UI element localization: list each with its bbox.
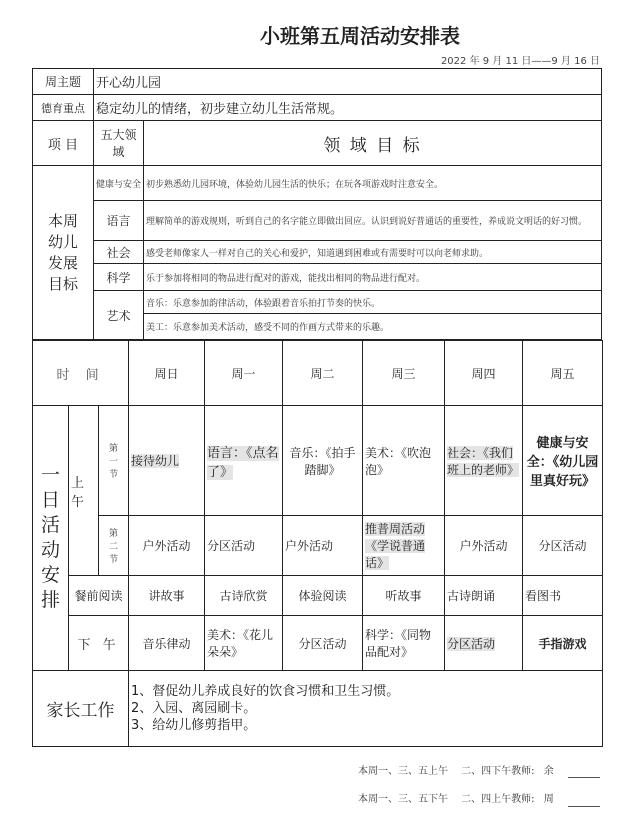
reading-fri: 看图书 xyxy=(523,576,603,616)
p1-wed: 美术：《吹泡泡》 xyxy=(363,406,445,516)
theme-value: 开心幼儿园 xyxy=(94,69,602,95)
item-header: 项 目 xyxy=(33,121,94,166)
parents-item: 1、督促幼儿养成良好的饮食习惯和卫生习惯。 xyxy=(131,684,400,699)
goal-craft: 美工：乐意参加美术活动，感受不同的作画方式带来的乐趣。 xyxy=(144,314,602,340)
goals-header: 领 域 目 标 xyxy=(144,121,602,166)
domain-science: 科学 xyxy=(94,264,144,291)
period1-label: 第一节 xyxy=(99,406,129,516)
p1-tue: 音乐：《拍手踏脚》 xyxy=(283,406,363,516)
goal-science: 乐于参加将相同的物品进行配对的游戏，能找出相同的物品进行配对。 xyxy=(144,264,602,291)
moral-value: 稳定幼儿的情绪，初步建立幼儿生活常规。 xyxy=(94,95,602,121)
domain-art: 艺术 xyxy=(94,291,144,340)
p2-sun: 户外活动 xyxy=(129,516,205,576)
p2-mon: 分区活动 xyxy=(205,516,283,576)
signature-line xyxy=(568,806,600,807)
parents-item: 2、入园、离园刷卡。 xyxy=(131,701,257,716)
time-header: 时 间 xyxy=(33,341,129,406)
p1-mon: 语言：《点名了》 xyxy=(207,445,279,480)
reading-mon: 古诗欣赏 xyxy=(205,576,283,616)
goal-music: 音乐：乐意参加韵律活动，体验跟着音乐拍打节奏的快乐。 xyxy=(144,291,602,314)
reading-sun: 讲故事 xyxy=(129,576,205,616)
p2-tue: 户外活动 xyxy=(283,516,363,576)
goal-health: 初步熟悉幼儿园环境，体验幼儿园生活的快乐；在玩各项游戏时注意安全。 xyxy=(144,166,602,201)
domain-social: 社会 xyxy=(94,241,144,264)
domain-language: 语言 xyxy=(94,201,144,241)
parents-label: 家长工作 xyxy=(33,671,129,747)
moral-label: 德育重点 xyxy=(33,95,94,121)
morning-label: 上午 xyxy=(69,406,99,576)
signature-line xyxy=(568,777,600,778)
p2-wed: 推普周活动《学说普通话》 xyxy=(365,522,426,570)
page-title: 小班第五周活动安排表 xyxy=(260,24,460,48)
reading-thu: 古诗朗诵 xyxy=(445,576,523,616)
teacher2: 周 xyxy=(543,794,554,805)
p2-thu: 户外活动 xyxy=(445,516,523,576)
pm-sun: 音乐律动 xyxy=(129,616,205,671)
day-header: 周五 xyxy=(523,341,603,406)
day-header: 周日 xyxy=(129,341,205,406)
period2-label: 第二节 xyxy=(99,516,129,576)
schedule-table xyxy=(32,340,603,747)
goals-label: 本周幼儿发展目标 xyxy=(33,166,94,340)
day-header: 周三 xyxy=(363,341,445,406)
goals-table xyxy=(32,68,602,340)
pm-fri: 手指游戏 xyxy=(523,616,603,671)
parents-item: 3、给幼儿修剪指甲。 xyxy=(131,718,257,733)
domain-health: 健康与安全 xyxy=(94,166,144,201)
p2-fri: 分区活动 xyxy=(523,516,603,576)
goal-language: 理解简单的游戏规则，听到自己的名字能立即做出回应。认识到说好普通话的重要性，养成说文明话的好习惯。 xyxy=(144,201,602,241)
pm-wed: 科学：《同物品配对》 xyxy=(363,616,445,671)
date-range: 2022 年 9 月 11 日——9 月 16 日 xyxy=(440,56,600,67)
teacher1: 余 xyxy=(543,766,554,777)
day-header: 周一 xyxy=(205,341,283,406)
pm-tue: 分区活动 xyxy=(283,616,363,671)
goal-social: 感受老师像家人一样对自己的关心和爱护，知道遇到困难或有需要时可以向老师求助。 xyxy=(144,241,602,264)
domains-header: 五大领域 xyxy=(94,121,144,166)
afternoon-label: 下 午 xyxy=(69,616,129,671)
theme-label: 周主题 xyxy=(33,69,94,95)
p1-sun: 接待幼儿 xyxy=(131,454,180,468)
pm-thu: 分区活动 xyxy=(447,636,496,651)
reading-label: 餐前阅读 xyxy=(69,576,129,616)
p1-fri: 健康与安全：《幼儿园里真好玩》 xyxy=(523,406,603,516)
section-label: 一日活动安排 xyxy=(33,406,69,671)
reading-tue: 体验阅读 xyxy=(283,576,363,616)
p1-thu: 社会：《我们班上的老师》 xyxy=(447,445,520,477)
day-header: 周二 xyxy=(283,341,363,406)
pm-mon: 美术：《花儿朵朵》 xyxy=(205,616,283,671)
day-header: 周四 xyxy=(445,341,523,406)
footer-line1: 本周一、三、五上午 二、四下午教师: 余 xyxy=(358,766,554,777)
footer-line2: 本周一、三、五下午 二、四上午教师: 周 xyxy=(358,794,554,805)
reading-wed: 听故事 xyxy=(363,576,445,616)
